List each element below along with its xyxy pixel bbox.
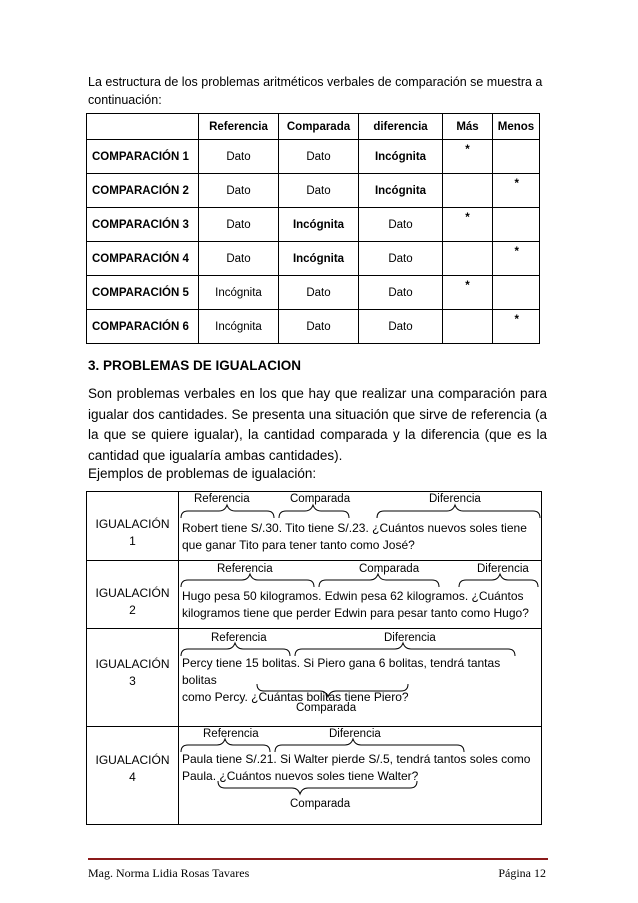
section-title: 3. PROBLEMAS DE IGUALACION xyxy=(88,358,302,373)
header-mas: Más xyxy=(443,114,493,140)
cell-referencia: Dato xyxy=(199,242,279,276)
row-label: COMPARACIÓN 4 xyxy=(87,242,199,276)
header-menos: Menos xyxy=(493,114,540,140)
cell-referencia: Dato xyxy=(199,140,279,174)
text-line-2: que ganar Tito para tener tanto como José? xyxy=(182,538,415,552)
comparison-table xyxy=(86,113,540,344)
tag-referencia: Referencia xyxy=(203,728,259,740)
cell-menos: * xyxy=(493,242,540,276)
header-diferencia: diferencia xyxy=(359,114,443,140)
tag-comparada: Comparada xyxy=(290,798,351,810)
cell-comparada: Incógnita xyxy=(279,208,359,242)
igualacion-text xyxy=(182,751,537,785)
cell-comparada: Dato xyxy=(279,310,359,344)
row-label: COMPARACIÓN 3 xyxy=(87,208,199,242)
cell-mas: * xyxy=(443,276,493,310)
cell-referencia: Incógnita xyxy=(199,276,279,310)
cell-menos: * xyxy=(493,174,540,208)
igualacion-label xyxy=(87,752,178,786)
table-row xyxy=(87,174,540,208)
cell-diferencia: Incógnita xyxy=(359,174,443,208)
label-line-1: IGUALACIÓN xyxy=(95,753,170,767)
text-line-2: Paula. ¿Cuántos nuevos soles tiene Walter? xyxy=(182,769,419,783)
tag-diferencia: Diferencia xyxy=(429,493,481,505)
table-row xyxy=(87,140,540,174)
cell-comparada: Dato xyxy=(279,174,359,208)
row-label: COMPARACIÓN 5 xyxy=(87,276,199,310)
igualacion-text xyxy=(182,588,537,622)
intro-text: La estructura de los problemas aritméticos verbales de comparación se muestra a continuación: xyxy=(88,75,543,107)
tag-diferencia: Diferencia xyxy=(477,563,529,575)
cell-diferencia: Dato xyxy=(359,276,443,310)
text-line-1: Percy tiene 15 bolitas. Si Piero gana 6 bolitas, tendrá tantas bolitas xyxy=(182,656,501,687)
footer-author: Mag. Norma Lidia Rosas Tavares xyxy=(88,866,250,880)
text-line-2: kilogramos tiene que perder Edwin para pesar tanto como Hugo? xyxy=(182,606,529,620)
examples-heading: Ejemplos de problemas de igualación: xyxy=(88,466,317,481)
table-row xyxy=(87,276,540,310)
brace-referencia xyxy=(181,574,314,587)
cell-comparada: Incógnita xyxy=(279,242,359,276)
cell-diferencia: Dato xyxy=(359,242,443,276)
label-line-1: IGUALACIÓN xyxy=(95,657,170,671)
text-line-1: Hugo pesa 50 kilogramos. Edwin pesa 62 kilogramos. ¿Cuántos xyxy=(182,589,524,603)
igualacion-row-1 xyxy=(87,492,541,561)
row-label: COMPARACIÓN 6 xyxy=(87,310,199,344)
tag-diferencia: Diferencia xyxy=(329,728,381,740)
igualacion-table xyxy=(86,491,542,825)
table-row xyxy=(87,310,540,344)
cell-mas xyxy=(443,242,493,276)
igualacion-label xyxy=(87,656,178,690)
brace-diferencia xyxy=(459,574,538,587)
label-line-1: IGUALACIÓN xyxy=(95,586,170,600)
tag-comparada: Comparada xyxy=(359,563,420,575)
table-row xyxy=(87,208,540,242)
cell-referencia: Dato xyxy=(199,208,279,242)
cell-referencia: Dato xyxy=(199,174,279,208)
igualacion-text xyxy=(182,655,537,706)
igualacion-row-3 xyxy=(87,628,541,727)
section-paragraph: Son problemas verbales en los que hay que realizar una comparación para igualar dos cantidades. Se presenta una situación que sirve de referencia (a la que se quiere igualar), la cantidad comparada y la diferencia (que es la cantidad que igualaría ambas cantidades). xyxy=(88,386,547,463)
footer-page-number: Página 12 xyxy=(498,866,546,880)
text-line-2: como Percy. ¿Cuántas bolitas tiene Piero? xyxy=(182,690,409,704)
igualacion-text xyxy=(182,520,537,554)
cell-mas xyxy=(443,174,493,208)
cell-diferencia: Incógnita xyxy=(359,140,443,174)
row-label: COMPARACIÓN 2 xyxy=(87,174,199,208)
label-line-2: 3 xyxy=(129,674,136,688)
igualacion-row-4 xyxy=(87,726,541,824)
cell-menos xyxy=(493,208,540,242)
brace-referencia xyxy=(181,505,274,518)
igualacion-label xyxy=(87,585,178,619)
header-referencia: Referencia xyxy=(199,114,279,140)
tag-comparada: Comparada xyxy=(296,702,357,714)
tag-referencia: Referencia xyxy=(211,632,267,644)
tag-referencia: Referencia xyxy=(194,493,250,505)
cell-referencia: Incógnita xyxy=(199,310,279,344)
igualacion-label xyxy=(87,516,178,550)
cell-mas xyxy=(443,310,493,344)
cell-menos xyxy=(493,276,540,310)
header-comparada: Comparada xyxy=(279,114,359,140)
brace-comparada xyxy=(319,574,439,587)
header-empty xyxy=(87,114,199,140)
text-line-1: Paula tiene S/.21. Si Walter pierde S/.5, tendrá tantos soles como xyxy=(182,752,531,766)
label-line-2: 4 xyxy=(129,770,136,784)
text-line-1: Robert tiene S/.30. Tito tiene S/.23. ¿Cuántos nuevos soles tiene xyxy=(182,521,527,535)
cell-diferencia: Dato xyxy=(359,310,443,344)
table-row xyxy=(87,242,540,276)
label-line-2: 2 xyxy=(129,603,136,617)
cell-diferencia: Dato xyxy=(359,208,443,242)
igualacion-row-2 xyxy=(87,560,541,629)
table-header-row xyxy=(87,114,540,140)
brace-diferencia xyxy=(377,505,540,518)
footer-divider xyxy=(88,858,548,860)
tag-referencia: Referencia xyxy=(217,563,273,575)
label-line-1: IGUALACIÓN xyxy=(95,517,170,531)
row-label: COMPARACIÓN 1 xyxy=(87,140,199,174)
tag-comparada: Comparada xyxy=(290,493,351,505)
cell-mas: * xyxy=(443,208,493,242)
brace-comparada xyxy=(279,505,349,518)
cell-mas: * xyxy=(443,140,493,174)
label-line-2: 1 xyxy=(129,534,136,548)
tag-diferencia: Diferencia xyxy=(384,632,436,644)
cell-comparada: Dato xyxy=(279,276,359,310)
cell-menos xyxy=(493,140,540,174)
cell-menos: * xyxy=(493,310,540,344)
cell-comparada: Dato xyxy=(279,140,359,174)
